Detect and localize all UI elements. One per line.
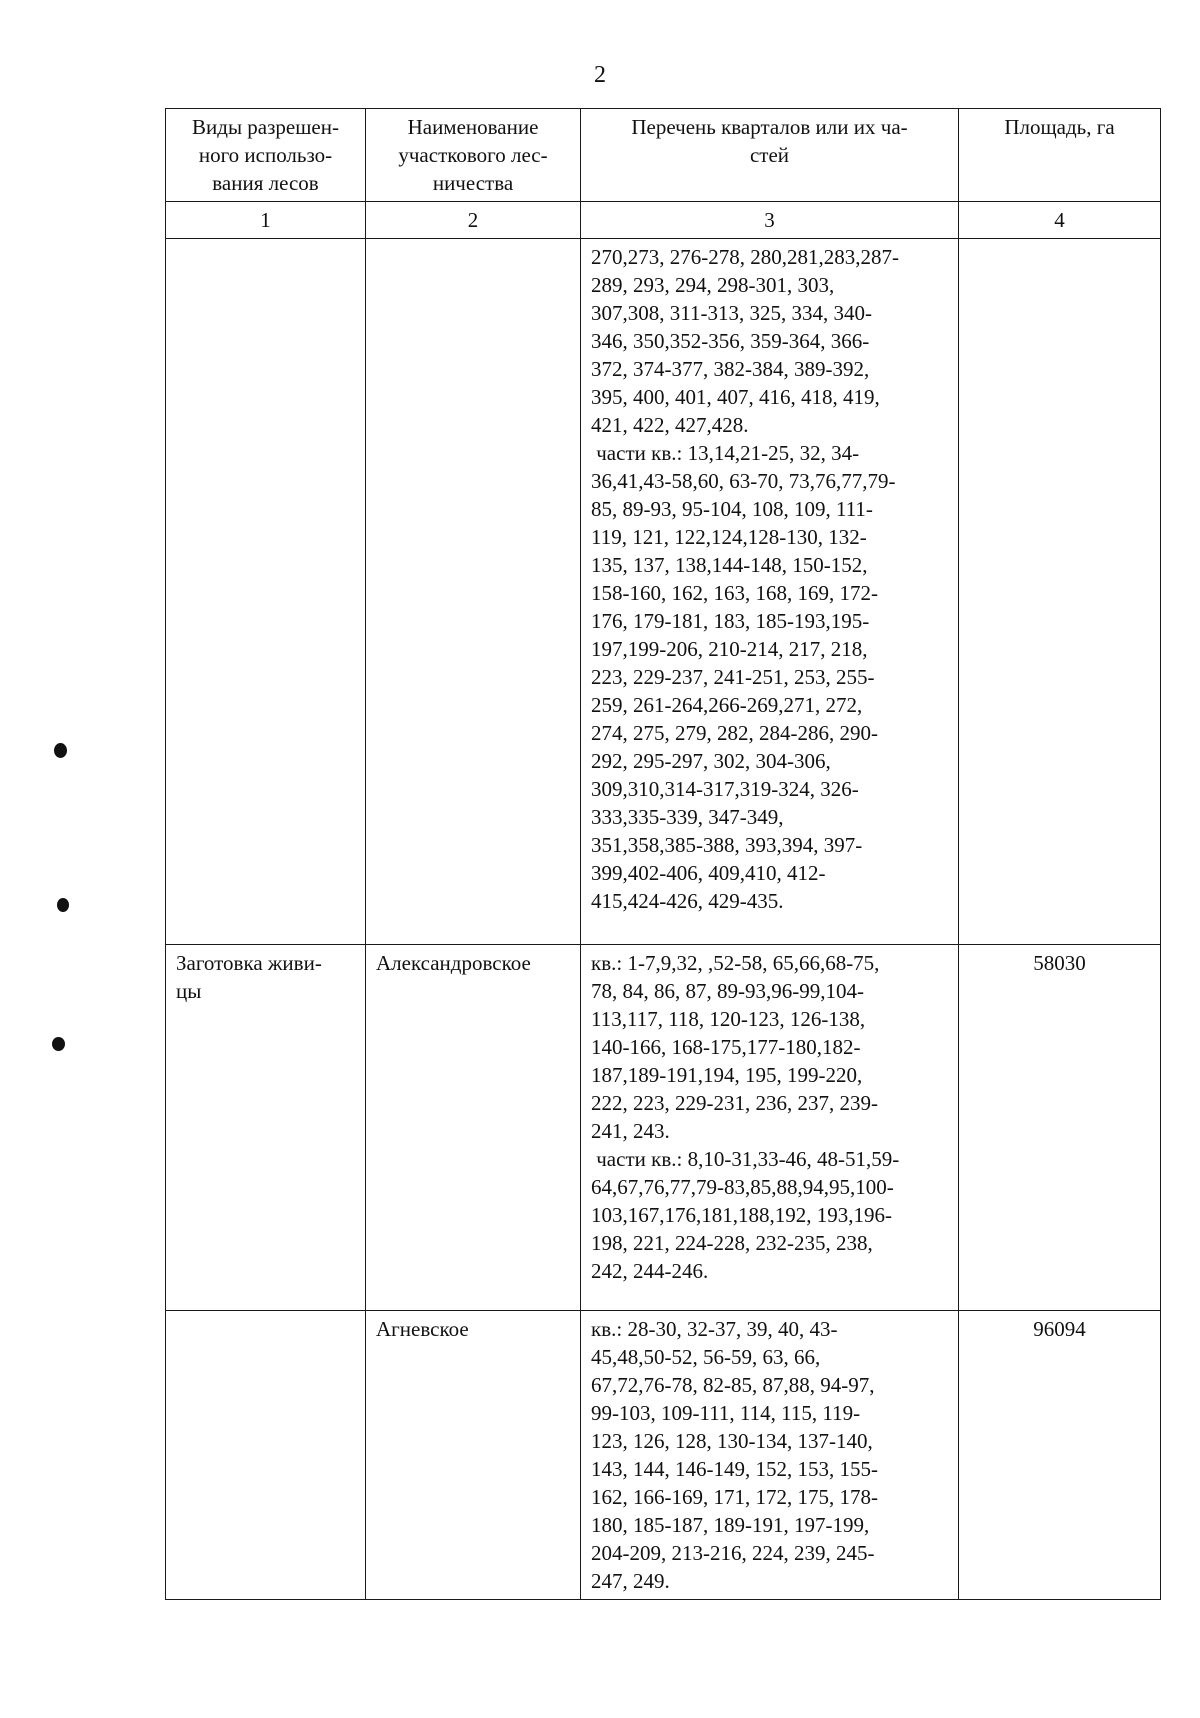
area-cell: 96094 bbox=[959, 1311, 1161, 1600]
area-cell: 58030 bbox=[959, 945, 1161, 1311]
forest-use-table bbox=[165, 108, 1161, 1600]
header-forestry: Наименование участкового лес- ничества bbox=[366, 109, 581, 202]
quarters-cell: 270,273, 276-278, 280,281,283,287- 289, 293, 294, 298-301, 303, 307,308, 311-313, 325, 334, 340- 346, 350,352-356, 359-364, 366- 372, 374-377, 382-384, 389-392, 395, 400, 401, 407, 416, 418, 419, 421, 422, 427,428. части кв.: 13,14,21-25, 32, 34- 36,41,43-58,60, 63-70, 73,76,77,79- 85, 89-93, 95-104, 108, 109, 111- 119, 121, 122,124,128-130, 132- 135, 137, 138,144-148, 150-152, 158-160, 162, 163, 168, 169, 172- 176, 179-181, 183, 185-193,195- 197,199-206, 210-214, 217, 218, 223, 229-237, 241-251, 253, 255- 259, 261-264,266-269,271, 272, 274, 275, 279, 282, 284-286, 290- 292, 295-297, 302, 304-306, 309,310,314-317,319-324, 326- 333,335-339, 347-349, 351,358,385-388, 393,394, 397- 399,402-406, 409,410, 412- 415,424-426, 429-435. bbox=[581, 239, 959, 945]
header-area: Площадь, га bbox=[959, 109, 1161, 202]
use-type-cell bbox=[166, 239, 366, 945]
ink-blot bbox=[57, 898, 69, 912]
column-number: 1 bbox=[166, 202, 366, 239]
table-row bbox=[166, 1311, 1161, 1600]
area-cell bbox=[959, 239, 1161, 945]
table-row bbox=[166, 945, 1161, 1311]
column-number-row bbox=[166, 202, 1161, 239]
forestry-cell: Агневское bbox=[366, 1311, 581, 1600]
use-type-cell bbox=[166, 1311, 366, 1600]
table-header-row bbox=[166, 109, 1161, 202]
use-type-cell: Заготовка живи- цы bbox=[166, 945, 366, 1311]
ink-blot bbox=[54, 743, 67, 758]
quarters-cell: кв.: 28-30, 32-37, 39, 40, 43- 45,48,50-52, 56-59, 63, 66, 67,72,76-78, 82-85, 87,88, 94-97, 99-103, 109-111, 114, 115, 119- 123, 126, 128, 130-134, 137-140, 143, 144, 146-149, 152, 153, 155- 162, 166-169, 171, 172, 175, 178- 180, 185-187, 189-191, 197-199, 204-209, 213-216, 224, 239, 245- 247, 249. bbox=[581, 1311, 959, 1600]
forestry-cell: Александровское bbox=[366, 945, 581, 1311]
header-quarters: Перечень кварталов или их ча- стей bbox=[581, 109, 959, 202]
page-number: 2 bbox=[594, 62, 606, 88]
column-number: 2 bbox=[366, 202, 581, 239]
forestry-cell bbox=[366, 239, 581, 945]
header-use-type: Виды разрешен- ного использо- вания лесов bbox=[166, 109, 366, 202]
ink-blot bbox=[52, 1037, 65, 1051]
quarters-cell: кв.: 1-7,9,32, ,52-58, 65,66,68-75, 78, 84, 86, 87, 89-93,96-99,104- 113,117, 118, 120-123, 126-138, 140-166, 168-175,177-180,182- 187,189-191,194, 195, 199-220, 222, 223, 229-231, 236, 237, 239- 241, 243. части кв.: 8,10-31,33-46, 48-51,59- 64,67,76,77,79-83,85,88,94,95,100- 103,167,176,181,188,192, 193,196- 198, 221, 224-228, 232-235, 238, 242, 244-246. bbox=[581, 945, 959, 1311]
table-row bbox=[166, 239, 1161, 945]
column-number: 3 bbox=[581, 202, 959, 239]
column-number: 4 bbox=[959, 202, 1161, 239]
